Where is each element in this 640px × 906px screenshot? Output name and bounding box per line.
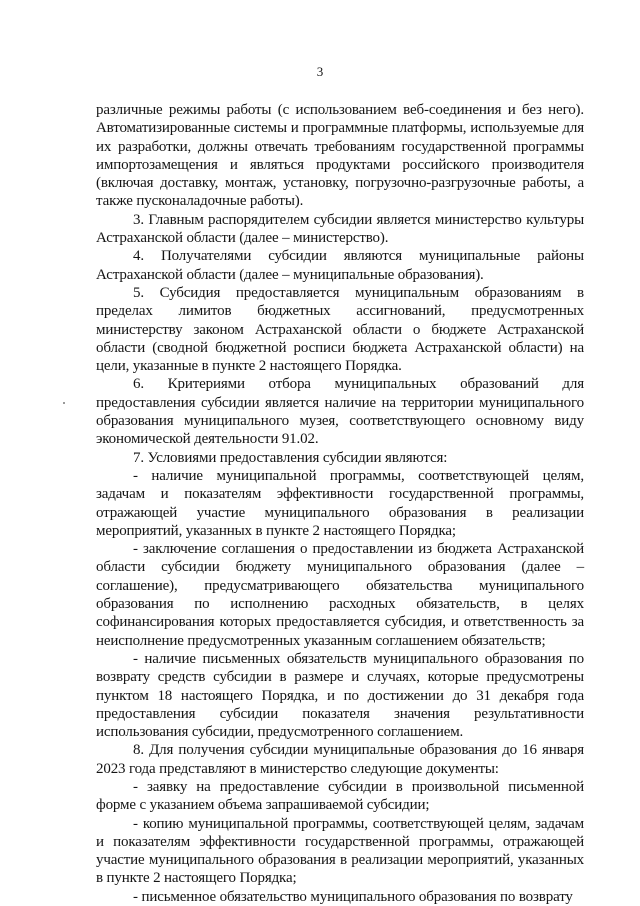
paragraph-7-conditions: 7. Условиями предоставления субсидии являются: [133, 449, 448, 466]
page-number: 3 [316, 64, 324, 79]
margin-mark [63, 402, 65, 404]
paragraph-6-selection-criteria: 6. Критериями отбора муниципальных образований для предоставления субсидии является наличие на территории муниципального образования муниципального музея, соответствующего основному виду экономической деятельности 91.02. [96, 376, 584, 448]
document-application: - заявку на предоставление субсидии в произвольной письменной форме с указанием объема запрашиваемой субсидии; [96, 778, 584, 814]
paragraph-3-chief-administrator: 3. Главным распорядителем субсидии является министерство культуры Астраханской области (далее – министерство). [96, 211, 584, 247]
paragraph-5-budget-limits: 5. Субсидия предоставляется муниципальным образованиям в пределах лимитов бюджетных ассигнований, предусмотренных министерству законом Астраханской области о бюджете Астраханской области (сводной бюджетной росписи бюджета Астраханской области) на цели, указанные в пункте 2 настоящего Порядка. [96, 284, 584, 375]
paragraph-8-documents: 8. Для получения субсидии муниципальные образования до 16 января 2023 года представляют в министерство следующие документы: [96, 742, 584, 777]
paragraph-continuation: различные режимы работы (с использованием веб-соединения и без него). Автоматизированные системы и программные платформы, используемые для их разработки, должны отвечать требованиям государственной программы импортозамещения и являться продуктами российского производителя (включая доставку, монтаж, установку, погрузочно-разгрузочные работы, а также пусконаладочные работы). [96, 102, 584, 210]
document-written-obligation: - письменное обязательство муниципального образования по возврату [133, 888, 573, 905]
condition-municipal-program: - наличие муниципальной программы, соответствующей целям, задачам и показателям эффективности государственной программы, отражающей участие муниципального образования в реализации мероприятий, указанных в пункте 2 настоящего Порядка; [96, 467, 584, 539]
condition-written-obligations: - наличие письменных обязательств муниципального образования по возврату средств субсидии в размере и случаях, которые предусмотрены пунктом 18 настоящего Порядка, и по достижении до 31 декабря года предоставления субсидии показателя значения результативности использования субсидии, предусмотренного соглашением. [96, 650, 584, 741]
paragraph-4-recipients: 4. Получателями субсидии являются муниципальные районы Астраханской области (далее – муниципальные образования). [96, 248, 584, 283]
document-body [96, 101, 584, 906]
condition-agreement: - заключение соглашения о предоставлении из бюджета Астраханской области субсидии бюджету муниципального образования (далее – соглашение), предусматривающего обязательства муниципального образования по исполнению расходных обязательств, в целях софинансирования которых предоставляется субсидия, и ответственность за неисполнение предусмотренных указанным соглашением обязательств; [96, 541, 584, 649]
document-program-copy: - копию муниципальной программы, соответствующей целям, задачам и показателям эффективности государственной программы, отражающей участие муниципального образования в реализации мероприятий, указанных в пункте 2 настоящего Порядка; [96, 815, 584, 887]
